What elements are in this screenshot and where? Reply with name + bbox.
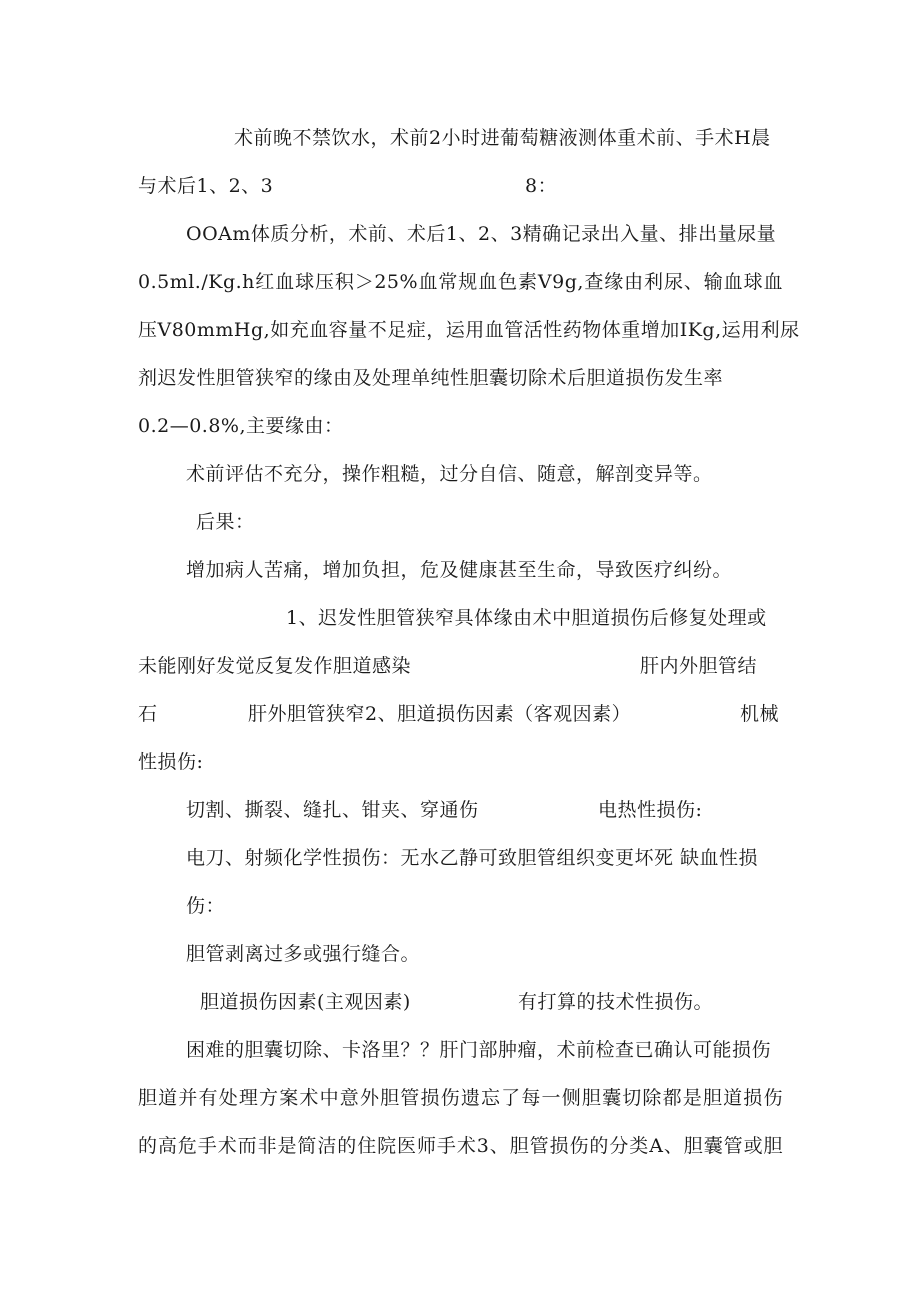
- text-line: 困难的胆囊切除、卡洛里？？肝门部肿瘤，术前检查已确认可能损伤: [186, 1039, 772, 1061]
- text-line: 8：: [525, 175, 558, 197]
- text-line: 胆管剥离过多或强行缝合。: [186, 943, 421, 965]
- text-line: 胆道并有处理方案术中意外胆管损伤遗忘了每一侧胆囊切除都是胆道损伤: [138, 1087, 783, 1109]
- text-line: 增加病人苦痛，增加负担，危及健康甚至生命，导致医疗纠纷。: [186, 559, 733, 581]
- text-line: 电刀、射频化学性损伤：无水乙静可致胆管组织变更坏死 缺血性损: [186, 847, 759, 869]
- text-line: 性损伤:: [138, 751, 204, 773]
- text-line: 有打算的技术性损伤。: [518, 991, 714, 1013]
- text-line: 剂迟发性胆管狭窄的缘由及处理单纯性胆囊切除术后胆道损伤发生率: [138, 367, 724, 389]
- text-line: 切割、撕裂、缝扎、钳夹、穿通伤: [186, 799, 479, 821]
- text-line: 压V80mmHg,如充血容量不足症，运用血管活性药物体重增加IKg,运用利尿: [138, 319, 800, 341]
- text-line: 肝内外胆管结: [640, 655, 758, 677]
- text-line: 1、迟发性胆管狭窄具体缘由术中胆道损伤后修复处理或: [286, 607, 767, 629]
- text-line: 术前晚不禁饮水，术前2小时进葡萄糖液测体重术前、手术H晨: [234, 127, 771, 149]
- text-line: 0.2—0.8%,主要缘由：: [138, 415, 344, 437]
- text-line: 的高危手术而非是简洁的住院医师手术3、胆管损伤的分类A、胆囊管或胆: [138, 1135, 783, 1157]
- text-line: 电热性损伤:: [598, 799, 703, 821]
- text-line: 0.5ml./Kg.h红血球压积＞25%血常规血色素V9g,查缘由利尿、输血球血: [138, 271, 783, 293]
- text-line: 与术后1、2、3: [138, 175, 274, 197]
- text-line: OOAm体质分析，术前、术后1、2、3精确记录出入量、排出量尿量: [186, 223, 777, 245]
- text-line: 机械: [740, 703, 780, 725]
- text-line: 肝外胆管狭窄2、胆道损伤因素（客观因素）: [248, 703, 632, 725]
- text-line: 后果：: [196, 511, 255, 533]
- text-line: 术前评估不充分，操作粗糙，过分自信、随意，解剖变异等。: [186, 463, 713, 485]
- text-line: 石: [138, 703, 158, 725]
- text-line: 伤：: [186, 895, 226, 917]
- text-line: 未能刚好发觉反复发作胆道感染: [138, 655, 412, 677]
- text-line: 胆道损伤因素(主观因素): [200, 991, 411, 1013]
